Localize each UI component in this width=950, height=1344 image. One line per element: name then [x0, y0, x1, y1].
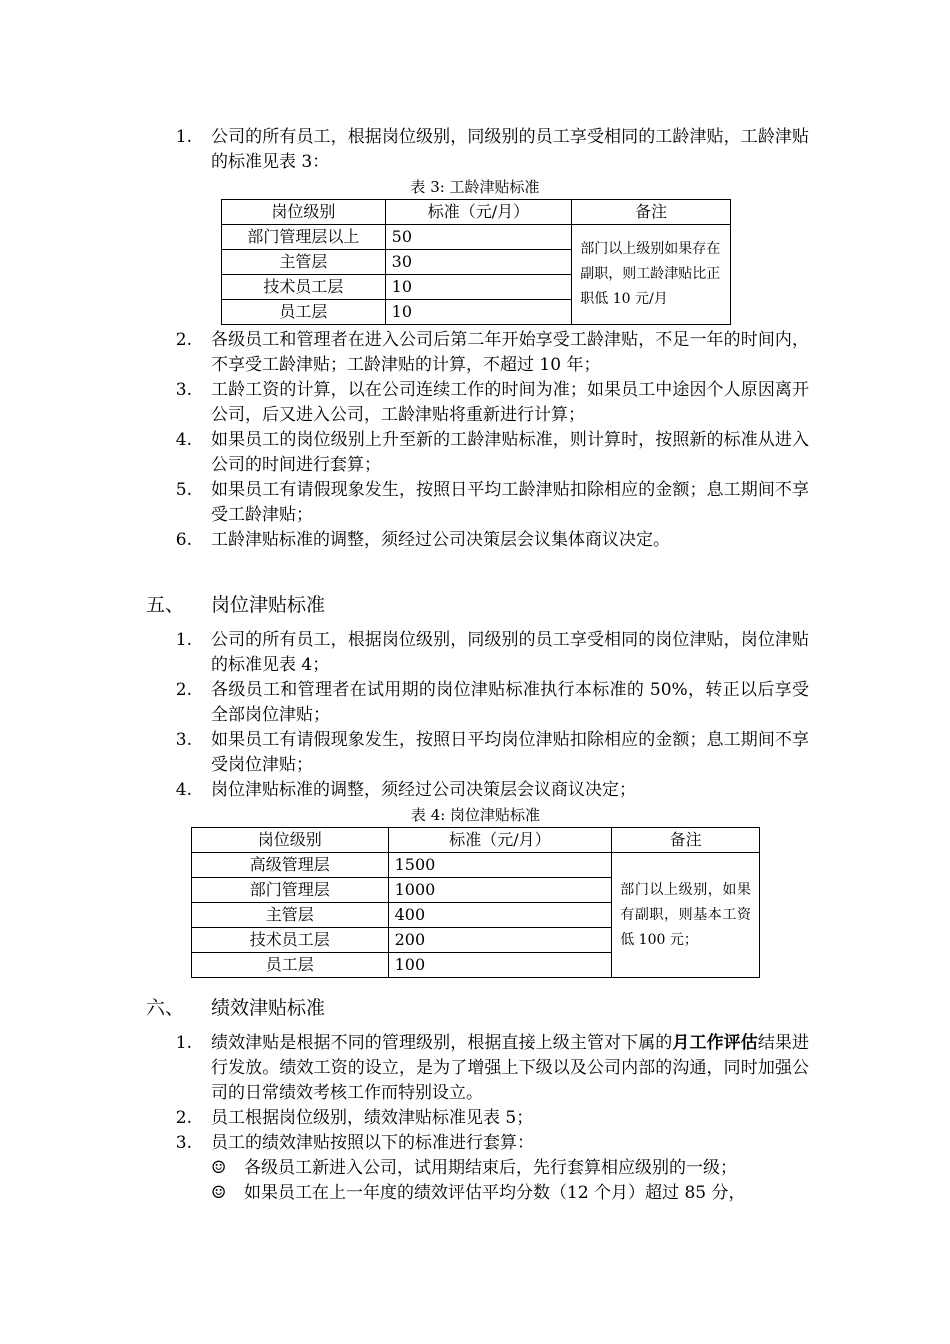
- list-text: [211, 1031, 809, 1106]
- sub-item-text: 各级员工新进入公司，试用期结束后，先行套算相应级别的一级；: [244, 1158, 737, 1178]
- list-text: 员工的绩效津贴按照以下的标准进行套算：: [211, 1133, 534, 1153]
- table-cell: 1500: [388, 853, 612, 878]
- list-text: 岗位津贴标准的调整，须经过公司决策层会议商议决定；: [211, 780, 636, 800]
- table4: [191, 827, 760, 978]
- list-text: 员工根据岗位级别，绩效津贴标准见表 5；: [211, 1108, 534, 1128]
- table-cell: 部门管理层以上: [222, 225, 386, 250]
- table-cell: 技术员工层: [222, 275, 386, 300]
- table-cell: 部门管理层: [192, 878, 389, 903]
- section-number: 五、: [146, 594, 185, 616]
- sub-item-text: 如果员工在上一年度的绩效评估平均分数（12 个月）超过 85 分，: [244, 1183, 746, 1203]
- table-cell: 1000: [388, 878, 612, 903]
- table-cell: 10: [385, 275, 572, 300]
- list-number: 4.: [175, 430, 192, 450]
- table-cell: 高级管理层: [192, 853, 389, 878]
- table3: [221, 199, 731, 325]
- table-cell: 50: [385, 225, 572, 250]
- section-title: 绩效津贴标准: [211, 997, 326, 1019]
- list-text: 公司的所有员工，根据岗位级别，同级别的员工享受相同的工龄津贴，工龄津贴的标准见表 3：: [211, 127, 809, 172]
- smiley-bullet-icon: ☺: [211, 1158, 227, 1178]
- list-text: 公司的所有员工，根据岗位级别，同级别的员工享受相同的岗位津贴，岗位津贴的标准见表 4；: [211, 630, 809, 675]
- list-number: 1.: [175, 630, 192, 650]
- list-number: 3.: [175, 380, 192, 400]
- table-cell: 主管层: [222, 250, 386, 275]
- table-cell: 主管层: [192, 903, 389, 928]
- table-cell: 技术员工层: [192, 928, 389, 953]
- table-row: [192, 853, 760, 878]
- list-number: 2.: [175, 330, 192, 350]
- table-note: 部门以上级别如果存在副职，则工龄津贴比正职低 10 元/月: [572, 225, 731, 325]
- list-number: 5.: [175, 480, 192, 500]
- table-cell: 员工层: [222, 300, 386, 325]
- table-header-row: [222, 200, 731, 225]
- section-title: 岗位津贴标准: [211, 594, 326, 616]
- list-number: 1.: [175, 1033, 192, 1053]
- table-cell: 400: [388, 903, 612, 928]
- table4-caption: 表 4: 岗位津贴标准: [410, 806, 541, 824]
- table-header: 岗位级别: [192, 828, 389, 853]
- table-row: [222, 225, 731, 250]
- table3-caption: 表 3: 工龄津贴标准: [410, 178, 540, 196]
- table-cell: 10: [385, 300, 572, 325]
- list-text: 各级员工和管理者在试用期的岗位津贴标准执行本标准的 50%，转正以后享受全部岗位津贴；: [211, 680, 809, 725]
- table-header: 标准（元/月）: [385, 200, 572, 225]
- section-number: 六、: [146, 997, 185, 1019]
- bold-text: 月工作评估: [672, 1033, 758, 1053]
- table-note: 部门以上级别，如果有副职，则基本工资低 100 元；: [612, 853, 760, 978]
- list-text: 如果员工有请假现象发生，按照日平均岗位津贴扣除相应的金额；息工期间不享受岗位津贴；: [211, 730, 809, 775]
- list-number: 4.: [175, 780, 192, 800]
- list-number: 3.: [175, 730, 192, 750]
- table-header: 备注: [612, 828, 760, 853]
- list-number: 3.: [175, 1133, 192, 1153]
- table-header-row: [192, 828, 760, 853]
- table-header: 标准（元/月）: [388, 828, 612, 853]
- table-header: 备注: [572, 200, 731, 225]
- list-text: 如果员工的岗位级别上升至新的工龄津贴标准，则计算时，按照新的标准从进入公司的时间进行套算；: [211, 430, 809, 475]
- list-number: 2.: [175, 680, 192, 700]
- list-text: 工龄津贴标准的调整，须经过公司决策层会议集体商议决定。: [211, 530, 670, 550]
- list-text: 各级员工和管理者在进入公司后第二年开始享受工龄津贴，不足一年的时间内，不享受工龄津贴；工龄津贴的计算，不超过 10 年；: [211, 330, 809, 375]
- text-segment: 结果进行发放。绩效工资的设立，是为了增强上下级以及公司内部的沟通，同时加强公司的日常绩效考核工作而特别设立。: [211, 1033, 810, 1103]
- list-number: 6.: [175, 530, 192, 550]
- table-cell: 200: [388, 928, 612, 953]
- list-text: 工龄工资的计算，以在公司连续工作的时间为准；如果员工中途因个人原因离开公司，后又进入公司，工龄津贴将重新进行计算；: [211, 380, 809, 425]
- smiley-bullet-icon: ☺: [211, 1183, 227, 1203]
- text-segment: 绩效津贴是根据不同的管理级别，根据直接上级主管对下属的: [211, 1033, 673, 1053]
- table-header: 岗位级别: [222, 200, 386, 225]
- list-number: 2.: [175, 1108, 192, 1128]
- table-cell: 30: [385, 250, 572, 275]
- list-number: 1.: [175, 127, 192, 147]
- table-cell: 100: [388, 953, 612, 978]
- list-text: 如果员工有请假现象发生，按照日平均工龄津贴扣除相应的金额；息工期间不享受工龄津贴；: [211, 480, 809, 525]
- table-cell: 员工层: [192, 953, 389, 978]
